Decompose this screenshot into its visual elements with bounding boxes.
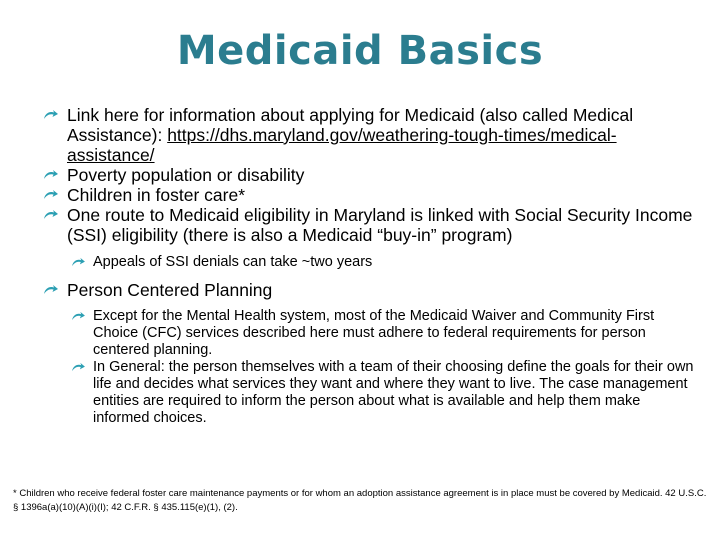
medicaid-info-link[interactable]: https://dhs.maryland.gov/weathering-tough-times/medical-assistance/ [67,125,617,165]
slide-title: Medicaid Basics [176,28,544,74]
sub-bullet-mental-health [40,308,695,359]
bullet-ssi-route [40,205,695,245]
bullet-list [40,105,695,427]
bullet-text: In General: the person themselves with a team of their choosing define the goals for their own life and decides what services they want and where they want to live. The case management entities are required to inform the person about what is available and help them make informed choices. [93,359,694,426]
curved-arrow-bullet-icon [71,362,86,373]
sub-bullet-in-general [40,359,695,427]
bullet-foster-care [40,185,695,205]
bullet-text: Link here for information about applying for Medicaid (also called Medical Assistance): [67,105,634,145]
curved-arrow-bullet-icon [43,189,59,201]
bullet-text: Poverty population or disability [67,165,305,185]
footnote: * Children who receive federal foster care maintenance payments or for whom an adoption assistance agreement is in place must be covered by Medicaid. 42 U.S.C. § 1396a(a)(10)(A)(i)(I); 42 C.F.R. § 435.115(e)(1), (2). [13,488,707,513]
curved-arrow-bullet-icon [71,257,86,268]
bullet-text: One route to Medicaid eligibility in Maryland is linked with Social Security Income (SSI) eligibility (there is also a Medicaid “buy-in” program) [67,205,693,245]
bullet-text: Except for the Mental Health system, most of the Medicaid Waiver and Community First Choice (CFC) services described here must adhere to federal requirements for person centered planning. [93,308,655,358]
bullet-person-centered-planning [40,280,695,300]
bullet-poverty [40,165,695,185]
curved-arrow-bullet-icon [43,284,59,296]
bullet-text: Children in foster care* [67,185,245,205]
curved-arrow-bullet-icon [71,311,86,322]
bullet-text: Appeals of SSI denials can take ~two years [93,254,373,270]
sub-bullet-ssi-appeals [40,254,695,271]
curved-arrow-bullet-icon [43,109,59,121]
bullet-medicaid-link [40,105,695,165]
curved-arrow-bullet-icon [43,209,59,221]
curved-arrow-bullet-icon [43,169,59,181]
bullet-text: Person Centered Planning [67,280,273,300]
